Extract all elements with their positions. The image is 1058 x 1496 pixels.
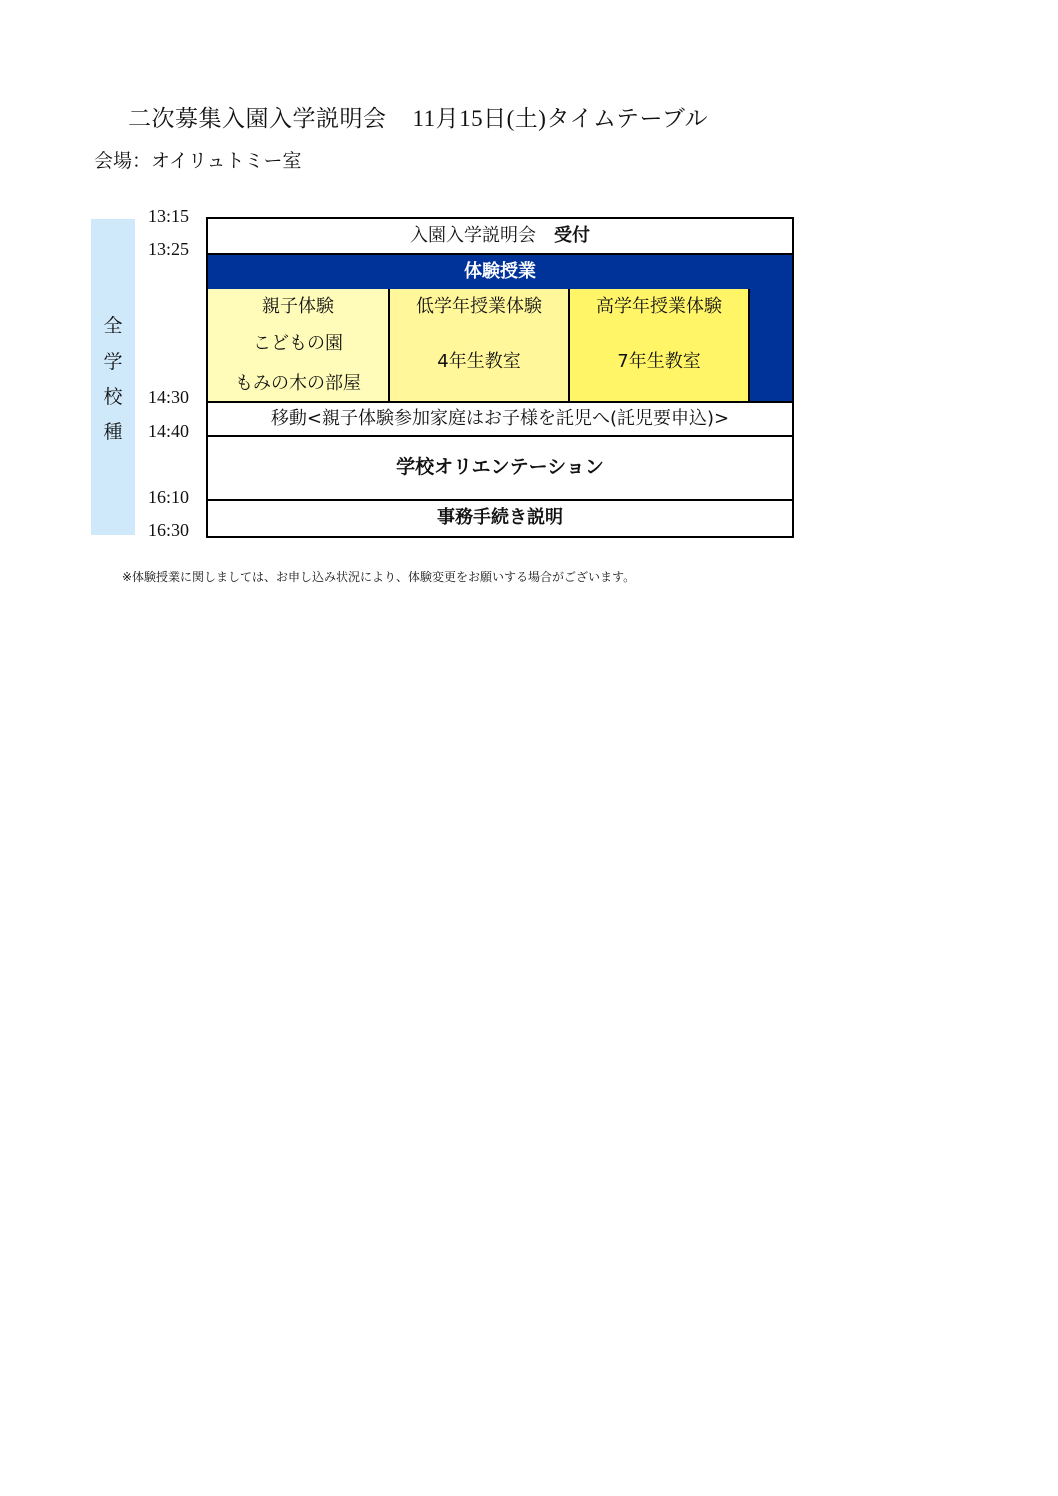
- timetable: [206, 217, 794, 538]
- orientation-row: 学校オリエンテーション: [208, 437, 792, 501]
- time-label: 14:30: [148, 387, 190, 407]
- trial-line: 4年生教室: [437, 351, 521, 372]
- admin-procedure-row: 事務手続き説明: [437, 507, 563, 528]
- trial-line: 7年生教室: [617, 351, 701, 372]
- trial-lower-grade: [390, 289, 570, 401]
- reception-bold: 受付: [554, 225, 590, 246]
- side-char: 学: [103, 351, 123, 373]
- title-date: 11月15日(土)タイムテーブル: [412, 106, 708, 131]
- trial-blue-filler: [748, 289, 792, 401]
- trial-line: 親子体験: [262, 296, 334, 317]
- time-label: 13:15: [148, 206, 190, 226]
- time-label: 14:40: [148, 421, 190, 441]
- trial-line: 低学年授業体験: [416, 296, 542, 317]
- time-label: 16:10: [148, 487, 190, 507]
- trial-line: 高学年授業体験: [596, 296, 722, 317]
- side-char: 全: [103, 315, 123, 337]
- trial-upper-grade: [570, 289, 750, 401]
- venue-label: 会場：オイリュトミー室: [94, 150, 302, 172]
- page-title: [128, 100, 708, 133]
- trial-parent-child: [208, 289, 390, 401]
- reception-row: [208, 219, 792, 255]
- side-char: 校: [103, 386, 123, 408]
- reception-label: 入園入学説明会: [410, 225, 536, 246]
- time-label: 13:25: [148, 239, 190, 259]
- side-band-all-grades: [91, 219, 135, 535]
- move-row: 移動<親子体験参加家庭はお子様を託児へ(託児要申込)>: [208, 401, 792, 437]
- side-char: 種: [103, 421, 123, 443]
- trial-class-heading: 体験授業: [208, 255, 792, 289]
- time-label: 16:30: [148, 520, 190, 540]
- trial-line: もみの木の部屋: [235, 373, 361, 394]
- footnote: ※体験授業に関しましては、お申し込み状況により、体験変更をお願いする場合がございます。: [122, 570, 636, 584]
- trial-line: こどもの園: [253, 333, 343, 354]
- title-main: 二次募集入園入学説明会: [128, 106, 387, 132]
